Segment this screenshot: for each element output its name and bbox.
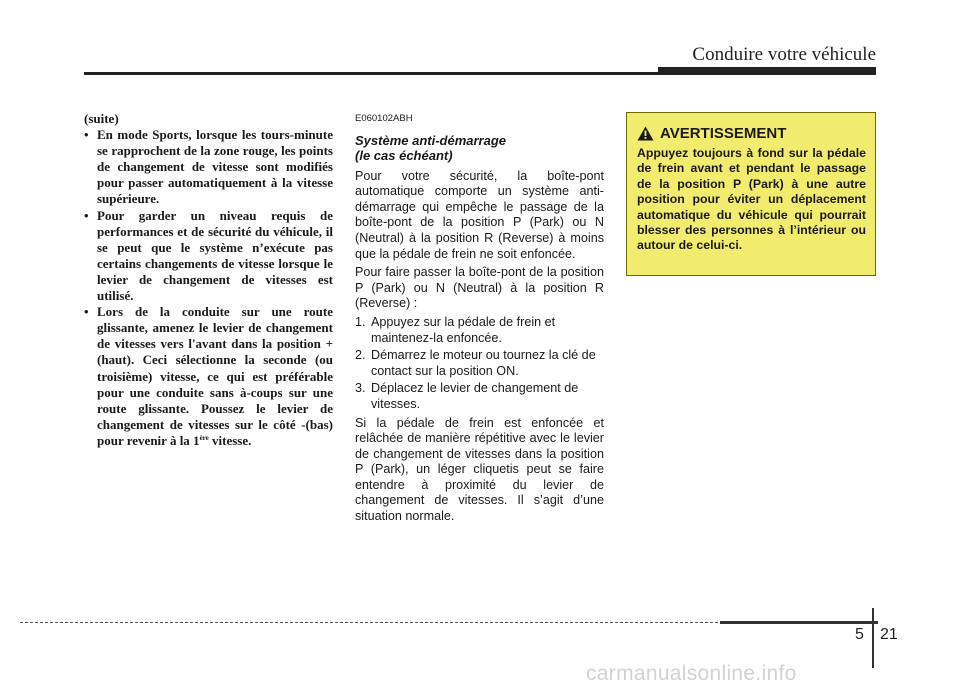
paragraph-instructions: Pour faire passer la boîte-pont de la position P (Park) ou N (Neutral) à la position R (Reverse) :: [355, 265, 604, 311]
header-title: Conduire votre véhicule: [692, 44, 876, 65]
paragraph-note: Si la pédale de frein est enfoncée et relâchée de manière répétitive avec le levier de changement de vitesses dans la position P (Park), un léger cliquetis peut se faire entendre à proximité du levier de changement de vitesses. Il s’agit d’une situation normale.: [355, 415, 604, 524]
step-number: 2.: [355, 348, 366, 363]
steps-list: [355, 315, 604, 413]
step-text: Déplacez le levier de changement de vitesses.: [371, 381, 579, 411]
chapter-number: 5: [855, 626, 864, 643]
header-rule-accent: [658, 67, 876, 74]
bullet-symbol: •: [84, 304, 89, 320]
middle-column: [355, 111, 604, 528]
step-item: [355, 381, 604, 412]
superscript-ere: ère: [199, 433, 209, 442]
step-item: [355, 315, 604, 346]
warning-title: AVERTISSEMENT: [660, 125, 787, 142]
section-title: [355, 133, 604, 163]
suite-label: (suite): [84, 111, 119, 126]
section-title-line1: Système anti-démarrage: [355, 132, 507, 148]
bullet-symbol: •: [84, 207, 89, 223]
list-item: [84, 304, 333, 449]
step-text: Démarrez le moteur ou tournez la clé de contact sur la position ON.: [371, 348, 596, 378]
bullet-list: [84, 127, 333, 449]
paragraph-intro: Pour votre sécurité, la boîte-pont automatique comporte un système anti-démarrage qui empêche le passage de la boîte-pont de la position P (Park) ou N (Neutral) à la position R (Reverse) à moins que la pédale de frein ne soit enfoncée.: [355, 168, 604, 261]
bullet-text: En mode Sports, lorsque les tours-minute se rapprochent de la zone rouge, les points de changement de vitesse sont modifiés pour passer automatiquement à la vitesse supérieure.: [97, 127, 333, 207]
list-item: [84, 127, 333, 207]
left-column: [84, 111, 333, 449]
bullet-text: Pour garder un niveau requis de performances et de sécurité du véhicule, il se peut que le système n’exécute pas certains changements de vitesse lorsque le levier de changement de vitesses est utilisé.: [97, 207, 333, 304]
bullet-text-end: vitesse.: [208, 432, 252, 448]
warning-text: Appuyez toujours à fond sur la pédale de frein avant et pendant le passage de la position P (Park) à une autre position pour éviter un déplacement automatique du véhicule qui pourrait blesser des personnes à l’intérieur ou autour de celui-ci.: [637, 146, 866, 253]
warning-header: [637, 125, 866, 142]
step-text: Appuyez sur la pédale de frein et maintenez-la enfoncée.: [371, 314, 556, 345]
step-item: [355, 348, 604, 379]
bullet-text: Lors de la conduite sur une route glissante, amenez le levier de changement de vitesses vers l'avant dans la position +(haut). Ceci sélectionne la seconde (ou troisième) vitesse, ce qui est préférable pour une conduite sans à-coups sur une route glissante. Poussez le levier de changement de vitesses sur le côté -(bas) pour revenir à la 1: [97, 304, 333, 448]
section-title-line2: (le cas échéant): [355, 147, 453, 163]
warning-triangle-icon: [637, 126, 654, 141]
page-number: 21: [880, 626, 898, 643]
warning-box: [626, 112, 876, 276]
step-number: 1.: [355, 314, 366, 329]
footer-divider: [872, 608, 874, 668]
list-item: [84, 208, 333, 305]
step-number: 3.: [355, 381, 366, 396]
footer-rule-accent: [720, 621, 878, 624]
bullet-symbol: •: [84, 127, 89, 143]
section-code: E060102ABH: [355, 113, 413, 124]
watermark: carmanualsonline.info: [586, 662, 797, 685]
